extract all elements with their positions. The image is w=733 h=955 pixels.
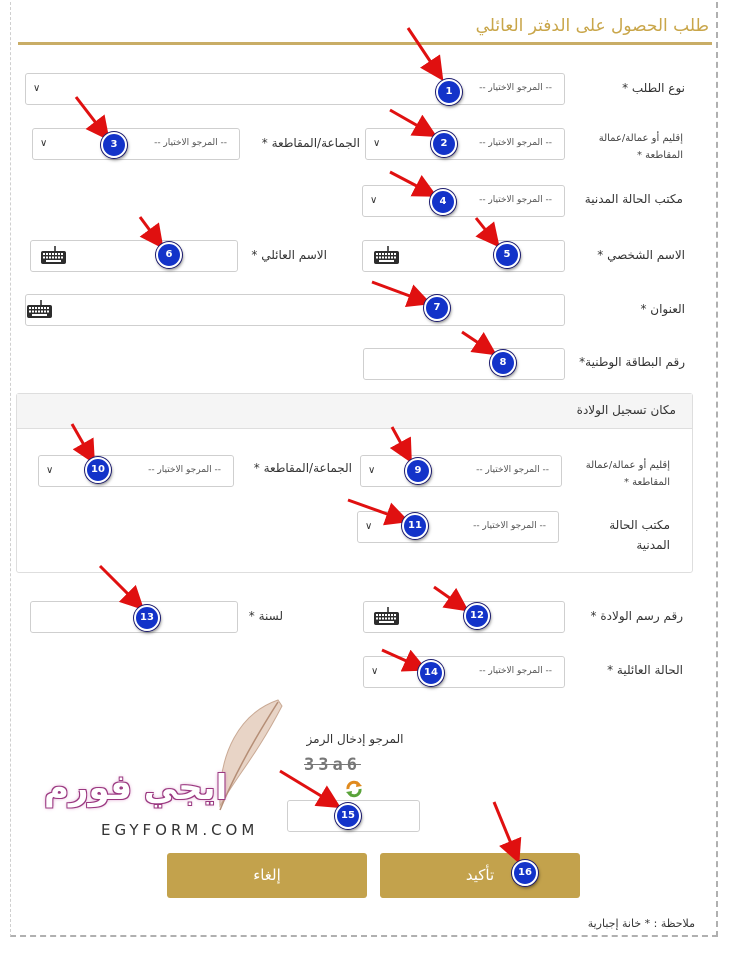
family-name-label: الاسم العائلي * <box>251 248 327 262</box>
chevron-down-icon: ∨ <box>371 666 379 677</box>
region-label: إقليم أو عمالة/عمالة المقاطعة * <box>598 133 683 161</box>
birth-civil-office-select[interactable] <box>357 511 559 543</box>
chevron-down-icon: ∨ <box>365 521 373 532</box>
annotation-badge: 2 <box>431 131 457 157</box>
region-select[interactable] <box>365 128 565 160</box>
annotation-badge: 6 <box>156 242 182 268</box>
commune-select-text: -- المرجو الاختيار -- <box>154 138 227 148</box>
civil-office-label: مكتب الحالة المدنية <box>584 192 683 206</box>
birth-place-section-header <box>17 394 692 429</box>
birth-commune-select[interactable] <box>38 455 234 487</box>
annotation-badge: 4 <box>430 189 456 215</box>
civil-office-select[interactable] <box>362 185 565 217</box>
birth-year-label: لسنة * <box>248 609 283 623</box>
commune-select[interactable] <box>32 128 240 160</box>
annotation-badge: 8 <box>490 350 516 376</box>
cancel-button[interactable]: إلغاء <box>167 853 367 898</box>
birth-commune-label: الجماعة/المقاطعة * <box>253 461 352 475</box>
birth-place-section-title: مكان تسجيل الولادة <box>576 403 676 417</box>
address-label: العنوان * <box>640 302 685 316</box>
confirm-button[interactable]: تأكيد <box>380 853 580 898</box>
annotation-badge: 14 <box>418 660 444 686</box>
family-status-select[interactable] <box>363 656 565 688</box>
annotation-badge: 16 <box>512 860 538 886</box>
keyboard-icon[interactable] <box>40 246 67 264</box>
annotation-badge: 9 <box>405 458 431 484</box>
civil-office-select-text: -- المرجو الاختيار -- <box>479 195 552 205</box>
birth-region-label: إقليم أو عمالة/عمالة المقاطعة * <box>585 460 670 488</box>
birth-region-select[interactable] <box>360 455 562 487</box>
annotation-badge: 5 <box>494 242 520 268</box>
title-rule <box>18 42 712 45</box>
chevron-down-icon: ∨ <box>370 195 378 206</box>
required-note: ملاحظة : * خانة إجبارية <box>587 917 695 930</box>
request-type-select[interactable] <box>25 73 565 105</box>
chevron-down-icon: ∨ <box>46 465 54 476</box>
request-type-select-text: -- المرجو الاختيار -- <box>479 83 552 93</box>
address-input[interactable] <box>25 294 565 326</box>
watermark-arabic: ايجي فورم <box>44 768 228 808</box>
annotation-badge: 12 <box>464 603 490 629</box>
birth-record-number-label: رقم رسم الولادة * <box>590 609 683 623</box>
national-id-label: رقم البطاقة الوطنية* <box>579 355 685 369</box>
keyboard-icon[interactable] <box>373 246 400 264</box>
captcha-image: 33a6 <box>304 755 361 775</box>
chevron-down-icon: ∨ <box>373 138 381 149</box>
annotation-badge: 7 <box>424 295 450 321</box>
birth-civil-office-label: مكتب الحالة المدنية <box>609 518 670 552</box>
national-id-input[interactable] <box>363 348 565 380</box>
watermark-english: EGYFORM.COM <box>101 821 259 839</box>
annotation-badge: 3 <box>101 132 127 158</box>
family-status-label: الحالة العائلية * <box>607 663 683 677</box>
annotation-badge: 15 <box>335 803 361 829</box>
birth-region-select-text: -- المرجو الاختيار -- <box>476 465 549 475</box>
chevron-down-icon: ∨ <box>33 83 41 94</box>
keyboard-icon[interactable] <box>373 607 400 625</box>
annotation-badge: 13 <box>134 605 160 631</box>
chevron-down-icon: ∨ <box>40 138 48 149</box>
first-name-label: الاسم الشخصي * <box>597 248 685 262</box>
page-title: طلب الحصول على الدفتر العائلي <box>475 16 709 36</box>
annotation-badge: 10 <box>85 457 111 483</box>
region-select-text: -- المرجو الاختيار -- <box>479 138 552 148</box>
refresh-icon[interactable] <box>345 780 363 798</box>
annotation-badge: 1 <box>436 79 462 105</box>
chevron-down-icon: ∨ <box>368 465 376 476</box>
family-status-select-text: -- المرجو الاختيار -- <box>479 666 552 676</box>
commune-label: الجماعة/المقاطعة * <box>261 136 360 150</box>
annotation-badge: 11 <box>402 513 428 539</box>
birth-commune-select-text: -- المرجو الاختيار -- <box>148 465 221 475</box>
birth-civil-office-select-text: -- المرجو الاختيار -- <box>473 521 546 531</box>
keyboard-icon[interactable] <box>26 300 53 318</box>
captcha-prompt: المرجو إدخال الرمز <box>306 732 404 746</box>
request-type-label: نوع الطلب * <box>622 81 685 95</box>
